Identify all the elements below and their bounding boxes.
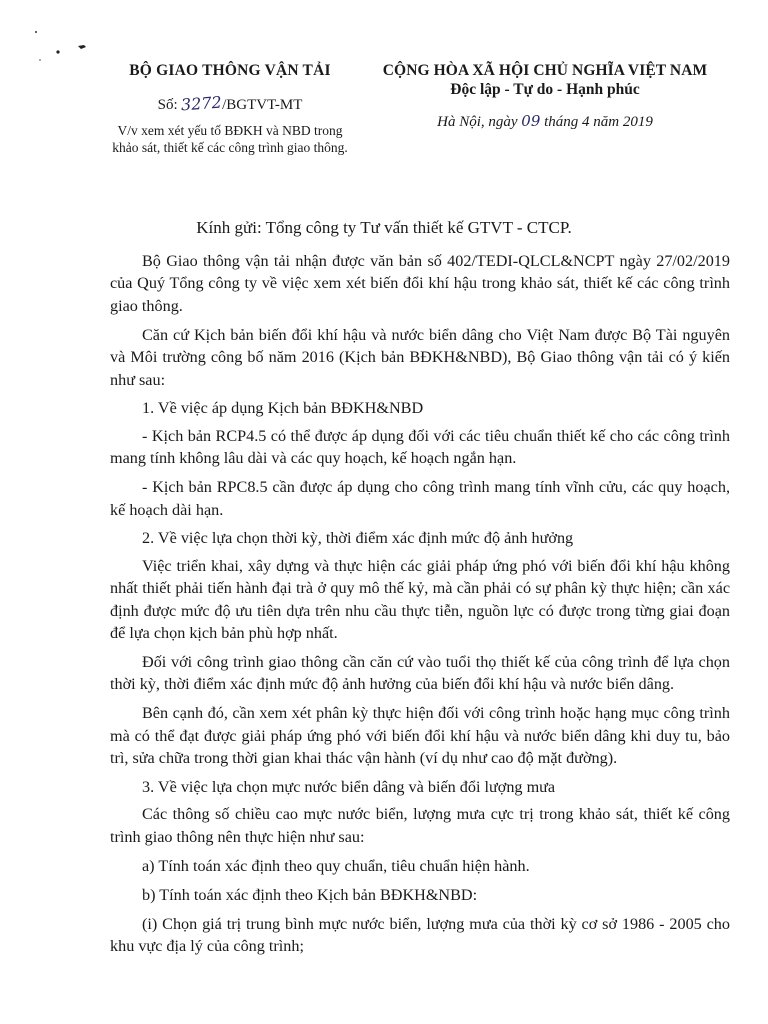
paragraph: Các thông số chiều cao mực nước biển, lượng mưa cực trị trong khảo sát, thiết kế công trình giao thông nên thực hiện như sau: <box>110 805 730 846</box>
paragraph: Căn cứ Kịch bản biến đổi khí hậu và nước biển dâng cho Việt Nam được Bộ Tài nguyên và Môi trường công bố năm 2016 (Kịch bản BĐKH&NBD), Bộ Giao thông vận tải có ý kiến như sau: <box>110 325 730 389</box>
date-rest: tháng 4 năm 2019 <box>544 114 653 130</box>
section-heading: 2. Về việc lựa chọn thời kỳ, thời điểm xác định mức độ ảnh hưởng <box>142 529 574 548</box>
paragraph: - Kịch bản RPC8.5 cần được áp dụng cho công trình mang tính vĩnh cửu, các quy hoạch, kế hoạch dài hạn. <box>110 478 730 519</box>
number-label: Số: <box>157 97 178 113</box>
subject-line: V/v xem xét yếu tố BĐKH và NBD trong khảo sát, thiết kế các công trình giao thông. <box>112 123 348 155</box>
recipient-line: Kính gửi: Tổng công ty Tư vấn thiết kế GTVT - CTCP. <box>196 218 572 237</box>
handwritten-day: 09 <box>521 112 541 130</box>
paragraph: - Kịch bản RCP4.5 có thể được áp dụng đối với các tiêu chuẩn thiết kế cho các công trình mang tính không lâu dài và các quy hoạch, kế hoạch ngắn hạn. <box>110 426 730 468</box>
number-suffix: /BGTVT-MT <box>222 97 303 113</box>
paragraph: Việc triển khai, xây dựng và thực hiện các giải pháp ứng phó với biến đổi khí hậu không nhất thiết phải tiến hành đại trà ở quy mô thế kỷ, mà cần phải có sự phân kỳ thực hiện; cần xác định được mức độ ưu tiên dựa trên nhu cầu thực tiễn, nguồn lực có được trong từng giai đoạn để lựa chọn kịch bản phù hợp nhất. <box>110 556 730 643</box>
paragraph: (i) Chọn giá trị trung bình mực nước biển, lượng mưa của thời kỳ cơ sở 1986 - 2005 cho khu vực địa lý của công trình; <box>110 914 730 955</box>
scan-specks <box>28 28 98 68</box>
national-motto: Độc lập - Tự do - Hạnh phúc <box>450 81 640 98</box>
paragraph: Bên cạnh đó, cần xem xét phân kỳ thực hiện đối với công trình hoặc hạng mục công trình mà có thể đạt được giải pháp ứng phó với biến đổi khí hậu và nước biển dâng khi duy tu, bảo trì, sửa chữa trong thời gian khai thác vận hành (ví dụ như cao độ mặt đường). <box>110 704 730 768</box>
issuer-block <box>100 62 360 156</box>
handwritten-number: 3272 <box>180 92 223 115</box>
national-block <box>355 62 735 131</box>
ministry-name: BỘ GIAO THÔNG VẬN TẢI <box>129 62 331 79</box>
date-prefix: Hà Nội, ngày <box>437 114 518 130</box>
paragraph: Bộ Giao thông vận tải nhận được văn bản số 402/TEDI-QLCL&NCPT ngày 27/02/2019 của Quý Tổng công ty về việc xem xét biến đổi khí hậu trong khảo sát, thiết kế các công trình giao thông. <box>110 252 730 315</box>
paragraph: b) Tính toán xác định theo Kịch bản BĐKH&NBD: <box>142 885 478 904</box>
letter-body <box>110 250 730 964</box>
document-number <box>100 94 360 114</box>
paragraph: Đối với công trình giao thông cần căn cứ vào tuổi thọ thiết kế của công trình để lựa chọn thời kỳ, thời điểm xác định mức độ ảnh hưởng của biến đổi khí hậu và nước biển dâng. <box>110 653 730 694</box>
paragraph: a) Tính toán xác định theo quy chuẩn, tiêu chuẩn hiện hành. <box>142 856 530 875</box>
nation-title: CỘNG HÒA XÃ HỘI CHỦ NGHĨA VIỆT NAM <box>382 62 708 79</box>
section-heading: 3. Về việc lựa chọn mực nước biển dâng và biến đổi lượng mưa <box>142 778 556 797</box>
section-heading: 1. Về việc áp dụng Kịch bản BĐKH&NBD <box>142 399 424 418</box>
issue-date <box>355 112 735 131</box>
